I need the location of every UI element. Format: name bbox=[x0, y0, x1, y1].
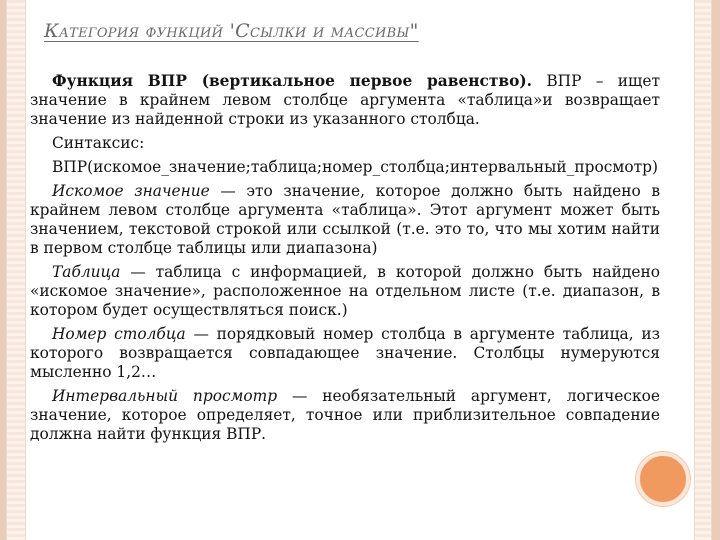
paragraph-lookup-value bbox=[30, 182, 660, 258]
column-number-term: Номер столбца bbox=[52, 325, 186, 343]
paragraph-syntax-label bbox=[30, 134, 660, 153]
syntax-label: Синтаксис: bbox=[52, 134, 145, 152]
table-text: — таблица с информацией, в которой должно быть найдено «искомое значение», расположенное на отдельном листе (т.е. диапазон, в котором будет осуществляться поиск.) bbox=[30, 263, 660, 319]
table-term: Таблица bbox=[52, 263, 121, 281]
right-border-dark bbox=[712, 0, 720, 540]
vpr-definition-heading: Функция ВПР (вертикальное первое равенство). bbox=[52, 72, 533, 90]
right-border-pattern bbox=[694, 0, 712, 540]
range-lookup-term: Интервальный просмотр bbox=[52, 387, 278, 405]
lookup-value-text: — это значение, которое должно быть найдено в крайнем левом столбце аргумента «таблица». Этот аргумент может быть значением, текстовой строкой или ссылкой (т.е. это то, что мы хотим найти в первом столбце таблицы или диапазона) bbox=[30, 182, 661, 257]
paragraph-table bbox=[30, 263, 660, 320]
decorative-orange-circle bbox=[636, 452, 690, 506]
vpr-definition-text: ВПР – ищет значение в крайнем левом столбце аргумента «таблица»и возвращает значение из найденной строки из указанного столбца. bbox=[30, 72, 660, 128]
paragraph-column-number bbox=[30, 325, 660, 382]
range-lookup-text: — необязательный аргумент, логическое значение, которое определяет, точное или приблизительное совпадение должна найти функция ВПР. bbox=[30, 387, 660, 443]
left-border-pattern bbox=[6, 0, 26, 540]
lookup-value-term: Искомое значение bbox=[52, 182, 210, 200]
paragraph-range-lookup bbox=[30, 387, 660, 444]
column-number-text: — порядковый номер столбца в аргументе таблица, из которого возвращается совпадающее значение. Столбцы нумеруются мысленно 1,2… bbox=[30, 325, 660, 381]
syntax-formula: ВПР(искомое_значение;таблица;номер_столбца;интервальный_просмотр) bbox=[52, 158, 658, 176]
paragraph-syntax-formula bbox=[30, 158, 660, 177]
paragraph-vpr-definition bbox=[30, 72, 660, 129]
slide-body bbox=[30, 72, 660, 444]
slide-title: Категория функций 'Ссылки и массивы" bbox=[44, 20, 419, 42]
